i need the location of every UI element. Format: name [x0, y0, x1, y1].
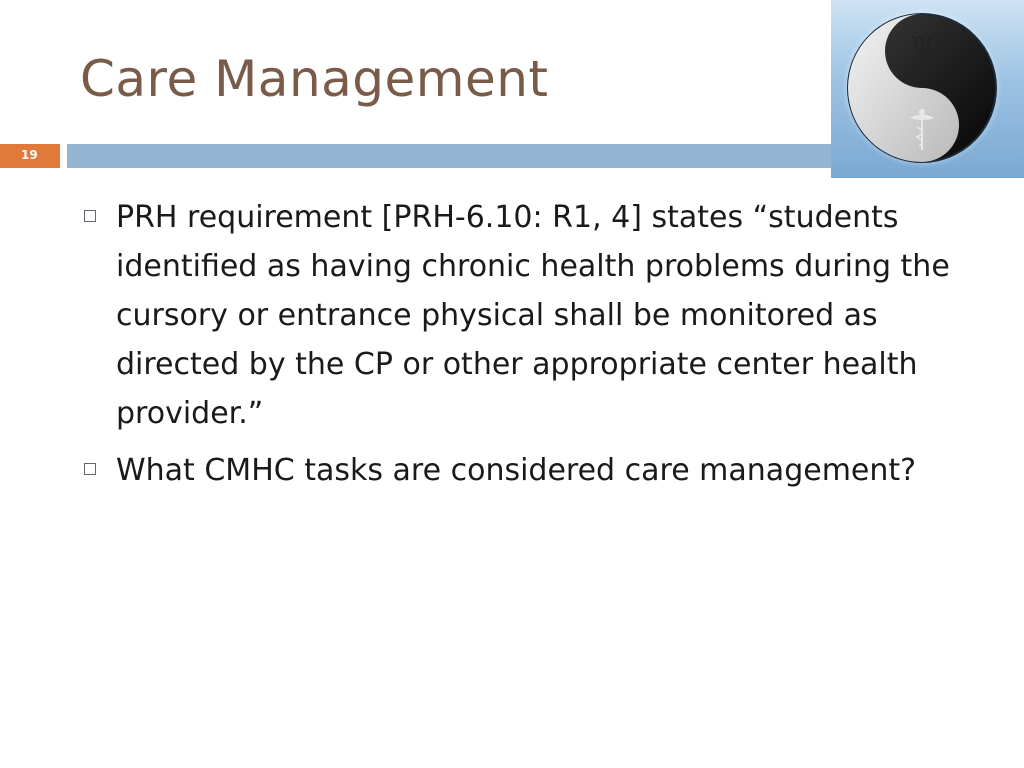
bullet-text: What CMHC tasks are considered care management?: [116, 453, 917, 488]
hollow-square-bullet-icon: [84, 463, 96, 475]
slide-number-badge: [0, 144, 60, 168]
hollow-square-bullet-icon: [84, 210, 96, 222]
psi-icon: Ψ: [910, 32, 934, 62]
title-divider-bar: [67, 144, 832, 168]
bullet-item: [84, 446, 964, 495]
bullet-list: [84, 193, 964, 503]
bullet-text: PRH requirement [PRH-6.10: R1, 4] states “students identified as having chronic health problems during the cursory or entrance physical shall be monitored as directed by the CP or other appropriate center health provider.”: [116, 200, 950, 431]
slide-number: 19: [21, 148, 38, 162]
slide-title: Care Management: [80, 50, 549, 108]
bullet-item: [84, 193, 964, 438]
yin-yang-medical-logo: [831, 0, 1024, 178]
